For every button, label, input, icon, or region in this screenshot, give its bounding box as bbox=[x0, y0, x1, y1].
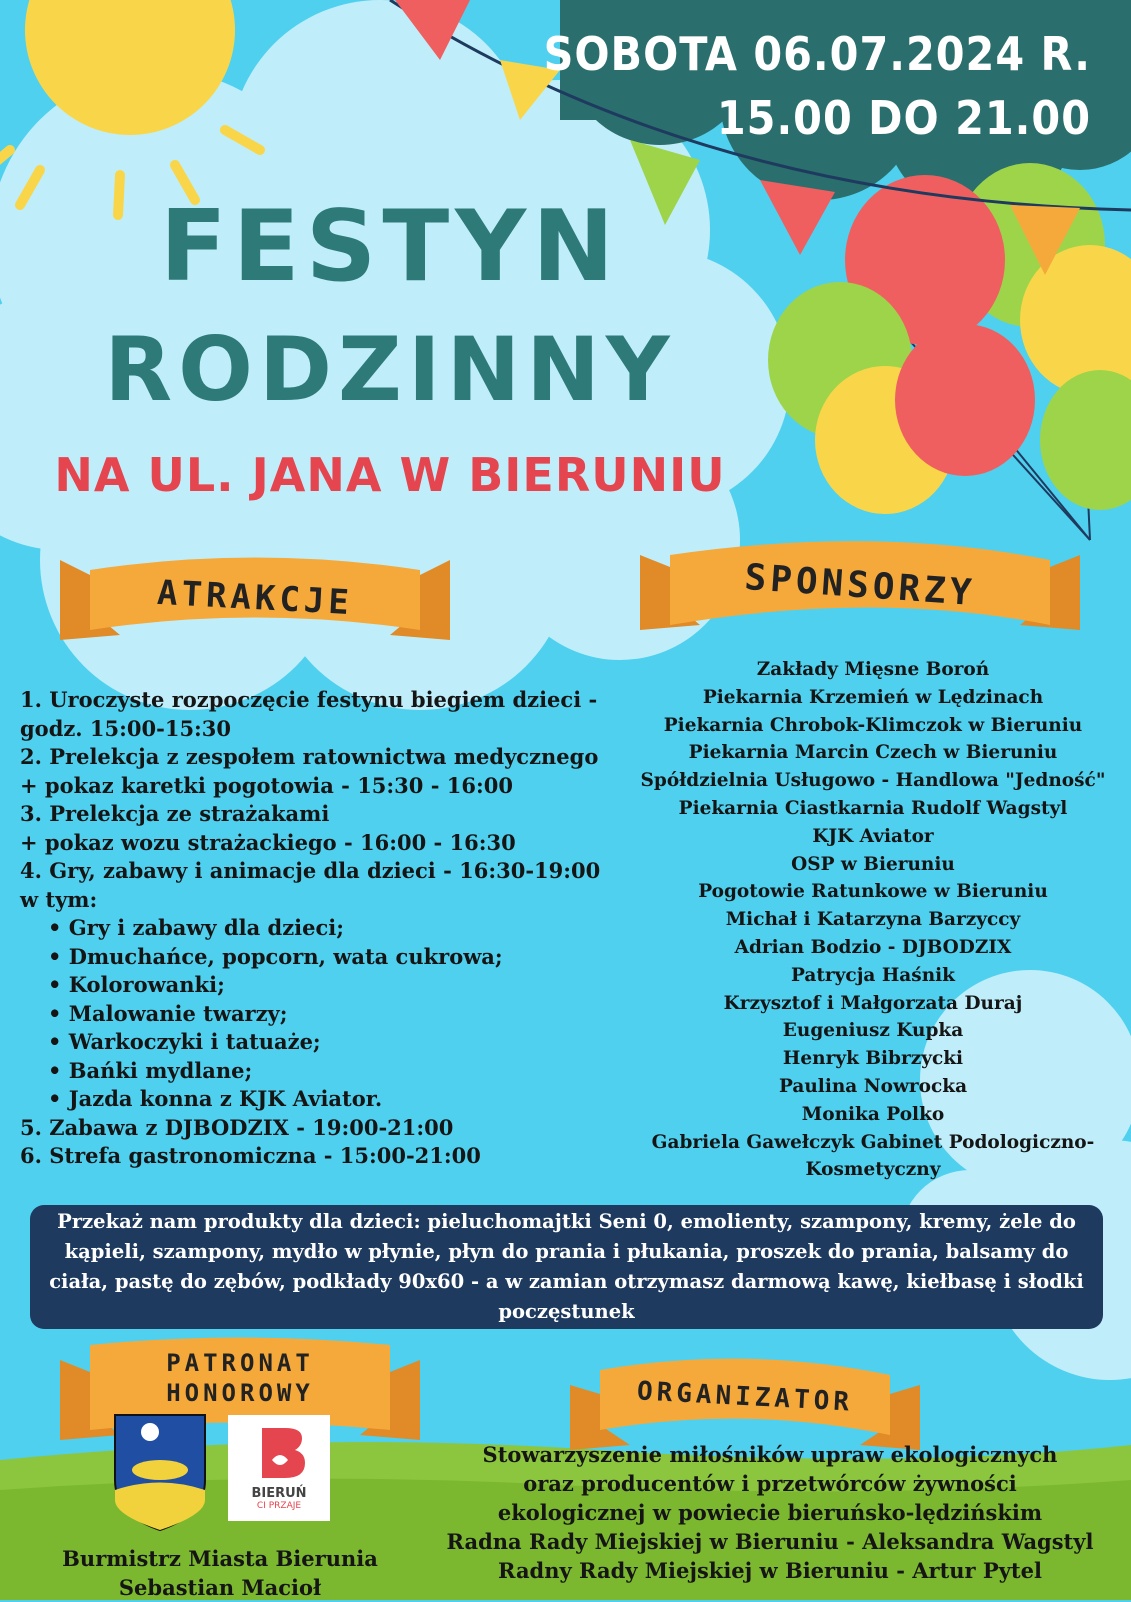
attraction-line: 5. Zabawa z DJBODZIX - 19:00-21:00 bbox=[20, 1114, 454, 1140]
organizer-list bbox=[440, 1440, 1100, 1585]
sponsor-item: Patrycja Haśnik bbox=[790, 964, 955, 986]
coat-of-arms-icon bbox=[115, 1415, 205, 1530]
sponsor-item: Kosmetyczny bbox=[805, 1159, 941, 1181]
sponsor-item: Pogotowie Ratunkowe w Bieruniu bbox=[698, 881, 1048, 903]
attraction-line: + pokaz wozu strażackiego - 16:00 - 16:30 bbox=[20, 829, 516, 855]
attraction-bullet: • Jazda konna z KJK Aviator. bbox=[48, 1086, 383, 1111]
sponsor-item: Piekarnia Chrobok-Klimczok w Bieruniu bbox=[663, 714, 1083, 736]
sponsor-item: Michał i Katarzyna Barzyccy bbox=[725, 909, 1021, 931]
attraction-line: 3. Prelekcja ze strażakami bbox=[20, 801, 330, 826]
attraction-line: + pokaz karetki pogotowia - 15:30 - 16:00 bbox=[20, 772, 513, 798]
ribbon-patron-line1: PATRONAT bbox=[166, 1349, 314, 1377]
ribbon-organizer-label: ORGANIZATOR bbox=[636, 1376, 854, 1418]
sponsor-item: Eugeniusz Kupka bbox=[782, 1020, 964, 1042]
sponsor-item: Adrian Bodzio - DJBODZIX bbox=[734, 936, 1012, 958]
ribbon-patron-line2: HONOROWY bbox=[166, 1379, 314, 1407]
attraction-line: 1. Uroczyste rozpoczęcie festynu biegiem dzieci - bbox=[20, 687, 598, 712]
bierun-logo-tagline: CI PRZAJE bbox=[256, 1501, 302, 1511]
attraction-bullet: • Gry i zabawy dla dzieci; bbox=[48, 915, 344, 940]
sponsor-item: KJK Aviator bbox=[812, 825, 934, 847]
attraction-line: 4. Gry, zabawy i animacje dla dzieci - 16:30-19:00 bbox=[20, 858, 601, 883]
notice-line: poczęstunek bbox=[498, 1300, 635, 1323]
organizer-line: Stowarzyszenie miłośników upraw ekologicznych bbox=[482, 1442, 1058, 1467]
attraction-line: 2. Prelekcja z zespołem ratownictwa medycznego bbox=[20, 744, 599, 769]
attraction-line: godz. 15:00-15:30 bbox=[20, 715, 232, 741]
organizer-line: ekologicznej w powiecie bieruńsko-lędzińskim bbox=[497, 1500, 1043, 1525]
ribbon-sponsors-label: SPONSORZY bbox=[743, 556, 977, 615]
patron-line2: Sebastian Macioł bbox=[118, 1575, 322, 1600]
attraction-bullet: • Malowanie twarzy; bbox=[48, 1000, 288, 1026]
notice-line: kąpieli, szampony, mydło w płynie, płyn do prania i płukania, proszek do prania, balsamy do bbox=[64, 1240, 1069, 1263]
bierun-logo-name: BIERUŃ bbox=[251, 1486, 307, 1501]
sponsor-item: Piekarnia Marcin Czech w Bieruniu bbox=[688, 742, 1058, 764]
event-date-line: SOBOTA 06.07.2024 R. bbox=[543, 27, 1091, 81]
sponsor-item: Gabriela Gawełczyk Gabinet Podologiczno- bbox=[651, 1131, 1095, 1153]
attraction-line: 6. Strefa gastronomiczna - 15:00-21:00 bbox=[20, 1143, 481, 1168]
sponsor-item: Zakłady Mięsne Boroń bbox=[756, 659, 990, 680]
organizer-line: Radna Rady Miejskiej w Bieruniu - Aleksandra Wagstyl bbox=[446, 1529, 1094, 1554]
sponsor-item: Piekarnia Krzemień w Lędzinach bbox=[702, 686, 1044, 708]
sponsors-list bbox=[630, 656, 1116, 1184]
patron-line1: Burmistrz Miasta Bierunia bbox=[62, 1546, 378, 1571]
sponsor-item: Monika Polko bbox=[801, 1103, 945, 1125]
attraction-bullet: • Warkoczyki i tatuaże; bbox=[48, 1029, 321, 1054]
title-subtitle: NA UL. JANA W BIERUNIU bbox=[54, 448, 726, 502]
title-line1: FESTYN bbox=[159, 190, 621, 304]
organizer-line: Radny Rady Miejskiej w Bieruniu - Artur Pytel bbox=[498, 1558, 1042, 1583]
attraction-bullet: • Dmuchańce, popcorn, wata cukrowa; bbox=[48, 943, 503, 969]
event-time-line: 15.00 DO 21.00 bbox=[716, 91, 1091, 145]
organizer-line: oraz producentów i przetwórców żywności bbox=[523, 1471, 1017, 1496]
attraction-line: w tym: bbox=[20, 886, 98, 912]
sponsor-item: Henryk Bibrzycki bbox=[782, 1048, 964, 1070]
title-line2: RODZINNY bbox=[104, 318, 676, 421]
patron-name bbox=[50, 1544, 390, 1602]
ribbon-patron-label bbox=[92, 1348, 388, 1408]
notice-line: Przekaż nam produkty dla dzieci: pieluchomajtki Seni 0, emolienty, szampony, kremy, żele do bbox=[57, 1210, 1076, 1233]
attraction-bullet: • Bańki mydlane; bbox=[48, 1057, 253, 1083]
sponsor-item: Spółdzielnia Usługowo - Handlowa "Jedność" bbox=[640, 770, 1106, 792]
ribbon-attractions-label: ATRAKCJE bbox=[156, 572, 354, 624]
notice-line: ciała, pastę do zębów, podkłady 90x60 - a w zamian otrzymasz darmową kawę, kiełbasę i słodki bbox=[49, 1270, 1084, 1293]
attraction-bullet: • Kolorowanki; bbox=[48, 972, 225, 997]
sponsor-item: Paulina Nowrocka bbox=[778, 1075, 968, 1097]
sponsor-item: Piekarnia Ciastkarnia Rudolf Wagstyl bbox=[678, 797, 1068, 819]
bierun-logo-text bbox=[228, 1486, 330, 1511]
attractions-list bbox=[20, 686, 660, 1171]
donation-notice bbox=[30, 1205, 1103, 1329]
sponsor-item: OSP w Bieruniu bbox=[791, 853, 955, 875]
event-date bbox=[544, 22, 1091, 150]
sponsor-item: Krzysztof i Małgorzata Duraj bbox=[723, 992, 1023, 1014]
